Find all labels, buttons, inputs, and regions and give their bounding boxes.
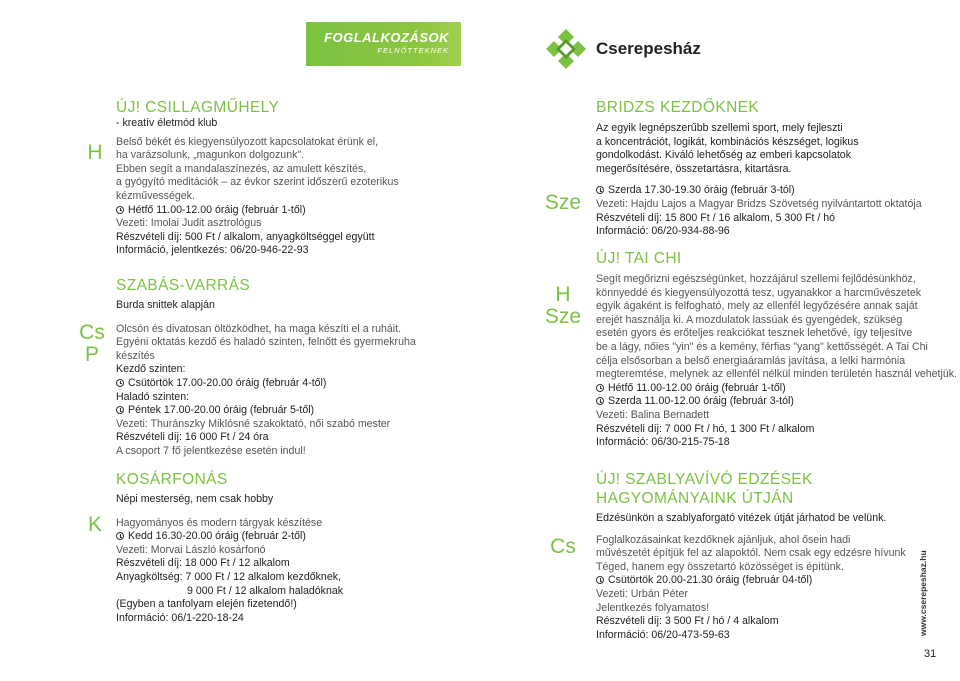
brand-name: Cserepesház — [596, 39, 701, 58]
section-szabas-varras — [116, 276, 416, 459]
day-label-p-text: P — [84, 343, 99, 366]
fee: Részvételi díj: 16 000 Ft / 24 óra — [116, 431, 269, 444]
desc-line: ha varázsolunk, „magunkon dolgozunk". — [116, 149, 305, 162]
leader: Vezeti: Imolai Judit asztrológus — [116, 217, 262, 230]
clock-icon — [116, 406, 124, 414]
leader: Vezeti: Morvai László kosárfonó — [116, 543, 266, 556]
day-label-sze-text: Sze — [544, 305, 582, 328]
desc-line: a gyógyító meditációk – az évkor szerint időszerű ezoterikus — [116, 176, 399, 189]
desc-line: művészetét építjük fel az alapoktól. Nem csak egy edzésre hívunk — [596, 547, 906, 560]
section-title-line2: HAGYOMÁNYAINK ÚTJÁN — [596, 490, 794, 507]
section-bridzs — [596, 98, 922, 239]
desc-line: célja elsősorban a belső energiaáramlás javítása, a lelki harmónia — [596, 354, 906, 367]
material-cost: 9 000 Ft / 12 alkalom haladóknak — [187, 584, 344, 597]
page-number: 31 — [924, 648, 937, 660]
desc-line: esetén gyors és erőteljes reakciókat tesznek lehetővé, így teljesítve — [596, 327, 913, 340]
info: Információ: 06/20-934-88-96 — [596, 225, 730, 238]
desc-line: gondolkodást. Kiváló lehetőség az emberi kapcsolatok — [596, 149, 851, 162]
day-label-cs-right: Cs — [550, 535, 576, 558]
fee: Részvételi díj: 3 500 Ft / hó / 4 alkalom — [596, 615, 779, 628]
day-label-h-text: H — [555, 283, 571, 306]
leader: Vezeti: Hajdu Lajos a Magyar Bridzs Szövetség nyilvántartott oktatója — [596, 197, 922, 210]
fee: Részvételi díj: 500 Ft / alkalom, anyagköltséggel együtt — [116, 230, 375, 243]
clock-icon — [116, 532, 124, 540]
fee: Részvételi díj: 7 000 Ft / hó, 1 300 Ft / alkalom — [596, 422, 815, 435]
note: A csoport 7 fő jelentkezése esetén indul! — [116, 444, 306, 457]
note: (Egyben a tanfolyam elején fizetendő!) — [116, 598, 297, 611]
schedule: Péntek 17.00-20.00 óráig (február 5-től) — [116, 404, 416, 418]
schedule: Kedd 16.30-20.00 óráig (február 2-től) — [116, 530, 343, 544]
material-cost: Anyagköltség: 7 000 Ft / 12 alkalom kezdőknek, — [116, 570, 341, 583]
leader: Vezeti: Balina Bernadett — [596, 408, 710, 421]
desc-line: be a lágy, nőies "yin" és a kemény, férfias "yang" kettősségét. A Tai Chi — [596, 340, 928, 353]
section-subtitle: Népi mesterség, nem csak hobby — [116, 493, 274, 505]
clock-icon — [596, 397, 604, 405]
desc-line: Foglalkozásainkat kezdőknek ajánljuk, ahol ősein hadi — [596, 533, 851, 546]
cserepeshaz-logo-icon — [545, 28, 587, 70]
note: Jelentkezés folyamatos! — [596, 601, 710, 614]
header-subtitle: FELNŐTTEKNEK — [377, 46, 449, 55]
desc-line: egyik ágaként is felfogható, mely az ellenfél legyőzésére annak saját — [596, 300, 918, 313]
desc-line: Ebben segít a mandalaszínezés, az amulett készítés, — [116, 162, 367, 175]
day-label-h-sze — [540, 284, 586, 328]
section-subtitle: Edzésünkön a szablyaforgató vitézek útját járhatod be velünk. — [596, 512, 887, 524]
clock-icon — [596, 186, 604, 194]
info: Információ, jelentkezés: 06/20-946-22-93 — [116, 244, 309, 257]
section-szablyavivo — [596, 470, 906, 642]
section-title: ÚJ! CSILLAGMŰHELY — [116, 99, 280, 116]
desc-line: könnyeddé és kiegyensúlyozottá tesz, ugyanakkor a harcművészetek — [596, 286, 922, 299]
schedule: Hétfő 11.00-12.00 óráig (február 1-től) — [596, 382, 957, 396]
section-subtitle: - kreatív életmód klub — [116, 117, 218, 129]
desc-line: Olcsón és divatosan öltözködhet, ha maga készíti el a ruháit. — [116, 322, 402, 335]
desc-line: Egyéni oktatás kezdő és haladó szinten, felnőtt és gyermekruha — [116, 336, 416, 349]
schedule: Szerda 11.00-12.00 óráig (február 3-tól) — [596, 395, 957, 409]
schedule: Hétfő 11.00-12.00 óráig (február 1-től) — [116, 204, 399, 218]
info: Információ: 06/20-473-59-63 — [596, 628, 730, 641]
section-title: ÚJ! TAI CHI — [596, 250, 682, 267]
desc-line: megteremtése, melynek az ellenfél nélkül minden területén használ vehetjük. — [596, 368, 957, 381]
leader: Vezeti: Urbán Péter — [596, 587, 688, 600]
section-title: ÚJ! SZABLYAVÍVÓ EDZÉSEK — [596, 471, 813, 488]
clock-icon — [596, 384, 604, 392]
day-label-k: K — [87, 513, 102, 536]
info: Információ: 06/30-215-75-18 — [596, 436, 730, 449]
schedule: Csütörtök 20.00-21.30 óráig (február 04-től) — [596, 574, 906, 588]
fee: Részvételi díj: 18 000 Ft / 12 alkalom — [116, 557, 290, 570]
desc-line: Téged, hanem egy összetartó közösséget is építünk. — [596, 560, 844, 573]
clock-icon — [116, 206, 124, 214]
level-label: Kezdő szinten: — [116, 363, 186, 376]
header-band — [306, 22, 461, 66]
desc-line: Segít megőrizni egészségünket, hozzájárul szellemi fejlődésünkhöz, — [596, 273, 916, 285]
clock-icon — [596, 576, 604, 584]
schedule: Csütörtök 17.00-20.00 óráig (február 4-től) — [116, 377, 416, 391]
day-label-sze: Sze — [544, 191, 582, 214]
desc-line: megerősítésére, összetartásra, kitartásra. — [596, 162, 792, 175]
section-tai-chi — [596, 249, 957, 450]
desc-line: Belső békét és kiegyensúlyozott kapcsolatokat érünk el, — [116, 135, 379, 148]
level-label: Haladó szinten: — [116, 390, 190, 403]
leader: Vezeti: Thuránszky Miklósné szakoktató, női szabó mester — [116, 417, 391, 430]
desc-line: a koncentrációt, logikát, kombinációs készséget, logikus — [596, 135, 859, 148]
website-url[interactable]: www.cserepeshaz.hu — [918, 550, 928, 636]
section-title: BRIDZS KEZDŐKNEK — [596, 99, 760, 116]
desc-line: Hagyományos és modern tárgyak készítése — [116, 516, 323, 529]
section-subtitle: Burda snittek alapján — [116, 299, 215, 311]
clock-icon — [116, 379, 124, 387]
section-kosarfonas — [116, 470, 343, 625]
section-csillagmuhely — [116, 98, 399, 258]
desc-line: Az egyik legnépszerűbb szellemi sport, mely fejleszti — [596, 122, 843, 134]
day-label-cs-text: Cs — [79, 321, 105, 344]
section-title: KOSÁRFONÁS — [116, 471, 228, 488]
day-label-h: H — [87, 141, 103, 164]
schedule: Szerda 17.30-19.30 óráig (február 3-tól) — [596, 184, 922, 198]
fee: Részvételi díj: 15 800 Ft / 16 alkalom, 5 300 Ft / hó — [596, 211, 836, 224]
info: Információ: 06/1-220-18-24 — [116, 611, 244, 624]
section-title: SZABÁS-VARRÁS — [116, 277, 251, 294]
day-label-cs — [74, 322, 110, 366]
desc-line: készítés — [116, 349, 155, 362]
header-title: FOGLALKOZÁSOK — [324, 30, 449, 45]
desc-line: erejét használja ki. A mozdulatok lassúak és gyengédek, szükség — [596, 313, 903, 326]
desc-line: kézművességek. — [116, 189, 195, 202]
